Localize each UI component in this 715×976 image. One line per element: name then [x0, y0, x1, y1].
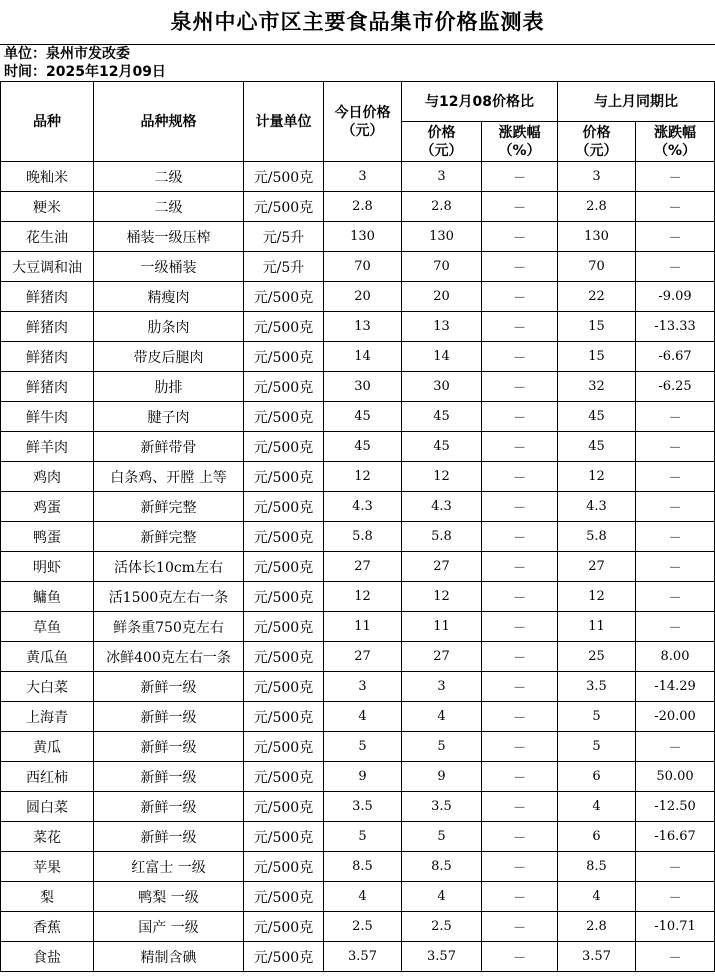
cell-spec: 鸭梨 一级 [94, 882, 244, 912]
cell-unit: 元/500克 [244, 342, 324, 372]
report-title: 泉州中心市区主要食品集市价格监测表 [0, 0, 715, 45]
cell-today-price: 3.5 [324, 792, 402, 822]
cell-prev-price: 5 [402, 822, 482, 852]
cell-spec: 国产 一级 [94, 912, 244, 942]
cell-month-price: 11 [558, 612, 636, 642]
cell-variety: 黄瓜 [1, 732, 94, 762]
cell-spec: 腱子肉 [94, 402, 244, 432]
month-change-unit: （%） [653, 142, 697, 159]
cell-variety: 黄瓜鱼 [1, 642, 94, 672]
cell-spec: 活1500克左右一条 [94, 582, 244, 612]
cell-month-price: 3.57 [558, 942, 636, 972]
cell-month-price: 15 [558, 312, 636, 342]
cell-today-price: 14 [324, 342, 402, 372]
cell-spec: 活体长10cm左右 [94, 552, 244, 582]
cell-month-price: 15 [558, 342, 636, 372]
cell-month-price: 4.3 [558, 492, 636, 522]
col-header-today-price [324, 82, 402, 162]
cell-today-price: 8.5 [324, 852, 402, 882]
cell-prev-change: － [482, 612, 558, 642]
cell-variety: 鲜猪肉 [1, 342, 94, 372]
cell-prev-price: 130 [402, 222, 482, 252]
cell-prev-price: 12 [402, 582, 482, 612]
cell-today-price: 3.57 [324, 942, 402, 972]
cell-month-change: － [636, 402, 715, 432]
cell-prev-price: 13 [402, 312, 482, 342]
cell-spec: 一级桶装 [94, 252, 244, 282]
cell-unit: 元/500克 [244, 852, 324, 882]
cell-month-change: － [636, 612, 715, 642]
table-row [1, 672, 715, 702]
cell-spec: 二级 [94, 192, 244, 222]
unit-line: 单位：泉州市发改委 [4, 46, 130, 62]
cell-prev-price: 2.8 [402, 192, 482, 222]
time-line: 时间：2025年12月09日 [4, 64, 166, 80]
cell-unit: 元/500克 [244, 642, 324, 672]
cell-prev-change: － [482, 222, 558, 252]
table-row [1, 402, 715, 432]
cell-unit: 元/500克 [244, 942, 324, 972]
cell-unit: 元/500克 [244, 312, 324, 342]
cell-month-price: 12 [558, 582, 636, 612]
cell-prev-change: － [482, 492, 558, 522]
cell-unit: 元/500克 [244, 882, 324, 912]
cell-unit: 元/500克 [244, 912, 324, 942]
cell-variety: 鲜羊肉 [1, 432, 94, 462]
cell-spec: 新鲜带骨 [94, 432, 244, 462]
cell-month-change: － [636, 522, 715, 552]
cell-today-price: 2.5 [324, 912, 402, 942]
cell-month-change: － [636, 582, 715, 612]
table-row [1, 462, 715, 492]
cell-month-change: 8.00 [636, 642, 715, 672]
table-row [1, 552, 715, 582]
table-row [1, 732, 715, 762]
cell-month-change: － [636, 732, 715, 762]
cell-variety: 鸡肉 [1, 462, 94, 492]
cell-prev-change: － [482, 792, 558, 822]
cell-spec: 鲜条重750克左右 [94, 612, 244, 642]
cell-month-price: 45 [558, 402, 636, 432]
cell-month-price: 2.8 [558, 912, 636, 942]
cell-prev-change: － [482, 912, 558, 942]
cell-prev-price: 9 [402, 762, 482, 792]
cell-prev-change: － [482, 162, 558, 192]
cell-today-price: 5 [324, 822, 402, 852]
cell-variety: 食盐 [1, 942, 94, 972]
cell-prev-price: 3 [402, 162, 482, 192]
cell-variety: 苹果 [1, 852, 94, 882]
cell-month-price: 25 [558, 642, 636, 672]
cell-today-price: 11 [324, 612, 402, 642]
cell-unit: 元/500克 [244, 762, 324, 792]
cell-today-price: 20 [324, 282, 402, 312]
table-row [1, 612, 715, 642]
cell-spec: 新鲜一级 [94, 732, 244, 762]
cell-spec: 精制含碘 [94, 942, 244, 972]
cell-prev-change: － [482, 522, 558, 552]
cell-variety: 大白菜 [1, 672, 94, 702]
cell-variety: 西红柿 [1, 762, 94, 792]
cell-prev-price: 3.57 [402, 942, 482, 972]
cell-unit: 元/500克 [244, 792, 324, 822]
cell-today-price: 27 [324, 552, 402, 582]
cell-unit: 元/500克 [244, 702, 324, 732]
cell-month-change: － [636, 882, 715, 912]
table-row [1, 372, 715, 402]
cell-variety: 粳米 [1, 192, 94, 222]
cell-prev-change: － [482, 882, 558, 912]
cell-month-change: － [636, 162, 715, 192]
table-row [1, 762, 715, 792]
cell-prev-price: 45 [402, 432, 482, 462]
cell-spec: 新鲜一级 [94, 672, 244, 702]
cell-unit: 元/500克 [244, 672, 324, 702]
cell-month-change: － [636, 432, 715, 462]
col-header-vs-prev-day: 与12月08价格比 [402, 82, 558, 122]
table-row [1, 702, 715, 732]
cell-today-price: 12 [324, 582, 402, 612]
cell-prev-change: － [482, 402, 558, 432]
cell-spec: 新鲜完整 [94, 522, 244, 552]
cell-prev-price: 4 [402, 702, 482, 732]
cell-prev-change: － [482, 732, 558, 762]
cell-month-change: -6.25 [636, 372, 715, 402]
cell-unit: 元/500克 [244, 582, 324, 612]
cell-variety: 鳙鱼 [1, 582, 94, 612]
cell-today-price: 130 [324, 222, 402, 252]
cell-month-change: -9.09 [636, 282, 715, 312]
cell-today-price: 4 [324, 702, 402, 732]
cell-prev-price: 70 [402, 252, 482, 282]
cell-prev-price: 2.5 [402, 912, 482, 942]
table-row [1, 882, 715, 912]
cell-variety: 鸡蛋 [1, 492, 94, 522]
cell-variety: 上海青 [1, 702, 94, 732]
cell-prev-change: － [482, 672, 558, 702]
cell-prev-change: － [482, 312, 558, 342]
cell-prev-change: － [482, 342, 558, 372]
cell-spec: 桶装一级压榨 [94, 222, 244, 252]
cell-variety: 圆白菜 [1, 792, 94, 822]
cell-variety: 花生油 [1, 222, 94, 252]
cell-unit: 元/500克 [244, 372, 324, 402]
cell-month-change: -13.33 [636, 312, 715, 342]
cell-month-change: － [636, 552, 715, 582]
cell-month-change: -20.00 [636, 702, 715, 732]
cell-spec: 新鲜一级 [94, 792, 244, 822]
cell-month-price: 6 [558, 762, 636, 792]
cell-prev-price: 27 [402, 642, 482, 672]
cell-unit: 元/500克 [244, 522, 324, 552]
col-header-variety: 品种 [1, 82, 94, 162]
cell-prev-price: 11 [402, 612, 482, 642]
cell-variety: 大豆调和油 [1, 252, 94, 282]
table-row [1, 192, 715, 222]
col-header-spec: 品种规格 [94, 82, 244, 162]
table-row [1, 282, 715, 312]
cell-today-price: 3 [324, 162, 402, 192]
cell-month-price: 3 [558, 162, 636, 192]
price-table-body [1, 162, 715, 972]
cell-today-price: 9 [324, 762, 402, 792]
cell-prev-change: － [482, 282, 558, 312]
cell-month-price: 2.8 [558, 192, 636, 222]
cell-unit: 元/5升 [244, 222, 324, 252]
prev-change-label: 涨跌幅 [498, 124, 541, 141]
table-row [1, 522, 715, 552]
cell-month-change: 50.00 [636, 762, 715, 792]
cell-month-change: － [636, 222, 715, 252]
cell-prev-price: 3 [402, 672, 482, 702]
table-row [1, 252, 715, 282]
cell-variety: 鸭蛋 [1, 522, 94, 552]
cell-prev-price: 27 [402, 552, 482, 582]
cell-today-price: 5.8 [324, 522, 402, 552]
cell-prev-change: － [482, 372, 558, 402]
cell-unit: 元/500克 [244, 432, 324, 462]
table-row [1, 822, 715, 852]
cell-prev-change: － [482, 552, 558, 582]
cell-month-price: 3.5 [558, 672, 636, 702]
cell-month-change: -6.67 [636, 342, 715, 372]
cell-spec: 肋排 [94, 372, 244, 402]
cell-spec: 冰鲜400克左右一条 [94, 642, 244, 672]
cell-prev-change: － [482, 582, 558, 612]
cell-variety: 香蕉 [1, 912, 94, 942]
cell-variety: 梨 [1, 882, 94, 912]
cell-variety: 鲜猪肉 [1, 282, 94, 312]
cell-prev-price: 5 [402, 732, 482, 762]
col-header-prev-change [482, 122, 558, 162]
cell-unit: 元/500克 [244, 192, 324, 222]
cell-prev-price: 45 [402, 402, 482, 432]
cell-unit: 元/500克 [244, 282, 324, 312]
cell-prev-change: － [482, 252, 558, 282]
table-row [1, 342, 715, 372]
cell-unit: 元/500克 [244, 492, 324, 522]
cell-month-change: -14.29 [636, 672, 715, 702]
cell-month-price: 70 [558, 252, 636, 282]
cell-prev-change: － [482, 852, 558, 882]
cell-unit: 元/5升 [244, 252, 324, 282]
cell-unit: 元/500克 [244, 162, 324, 192]
cell-month-price: 6 [558, 822, 636, 852]
cell-unit: 元/500克 [244, 732, 324, 762]
cell-month-price: 130 [558, 222, 636, 252]
cell-prev-price: 8.5 [402, 852, 482, 882]
cell-month-price: 4 [558, 792, 636, 822]
cell-today-price: 4.3 [324, 492, 402, 522]
cell-spec: 带皮后腿肉 [94, 342, 244, 372]
cell-prev-change: － [482, 822, 558, 852]
today-price-label: 今日价格 [334, 104, 391, 121]
table-row [1, 912, 715, 942]
cell-variety: 菜花 [1, 822, 94, 852]
cell-month-change: － [636, 192, 715, 222]
cell-today-price: 27 [324, 642, 402, 672]
cell-variety: 鲜猪肉 [1, 312, 94, 342]
cell-month-change: － [636, 492, 715, 522]
cell-month-price: 4 [558, 882, 636, 912]
cell-today-price: 30 [324, 372, 402, 402]
cell-month-change: -10.71 [636, 912, 715, 942]
cell-prev-price: 4 [402, 882, 482, 912]
cell-month-price: 5 [558, 732, 636, 762]
month-change-label: 涨跌幅 [654, 124, 696, 141]
cell-today-price: 70 [324, 252, 402, 282]
cell-spec: 肋条肉 [94, 312, 244, 342]
cell-month-price: 27 [558, 552, 636, 582]
cell-today-price: 12 [324, 462, 402, 492]
today-price-unit: （元） [341, 122, 384, 139]
cell-variety: 鲜猪肉 [1, 372, 94, 402]
cell-prev-price: 14 [402, 342, 482, 372]
prev-price-label: 价格 [427, 124, 456, 141]
cell-month-price: 22 [558, 282, 636, 312]
cell-month-price: 45 [558, 432, 636, 462]
cell-month-change: -16.67 [636, 822, 715, 852]
cell-month-price: 32 [558, 372, 636, 402]
cell-today-price: 13 [324, 312, 402, 342]
month-price-unit: （元） [575, 142, 618, 159]
cell-prev-change: － [482, 702, 558, 732]
cell-variety: 鲜牛肉 [1, 402, 94, 432]
cell-month-price: 12 [558, 462, 636, 492]
table-row [1, 222, 715, 252]
cell-prev-change: － [482, 432, 558, 462]
cell-unit: 元/500克 [244, 612, 324, 642]
table-row [1, 432, 715, 462]
col-header-vs-last-month: 与上月同期比 [558, 82, 715, 122]
cell-prev-change: － [482, 762, 558, 792]
prev-change-unit: （%） [498, 142, 541, 159]
cell-prev-change: － [482, 192, 558, 222]
cell-month-change: － [636, 942, 715, 972]
cell-variety: 草鱼 [1, 612, 94, 642]
cell-month-change: － [636, 252, 715, 282]
cell-spec: 精瘦肉 [94, 282, 244, 312]
header-row-1 [1, 82, 715, 122]
cell-prev-price: 3.5 [402, 792, 482, 822]
cell-variety: 晚籼米 [1, 162, 94, 192]
cell-today-price: 45 [324, 402, 402, 432]
price-table [0, 81, 715, 972]
cell-prev-price: 20 [402, 282, 482, 312]
cell-today-price: 45 [324, 432, 402, 462]
cell-variety: 明虾 [1, 552, 94, 582]
table-row [1, 852, 715, 882]
cell-prev-price: 5.8 [402, 522, 482, 552]
cell-prev-price: 30 [402, 372, 482, 402]
cell-spec: 二级 [94, 162, 244, 192]
table-row [1, 312, 715, 342]
cell-spec: 新鲜一级 [94, 762, 244, 792]
month-price-label: 价格 [582, 124, 611, 141]
cell-today-price: 4 [324, 882, 402, 912]
cell-unit: 元/500克 [244, 822, 324, 852]
cell-prev-change: － [482, 462, 558, 492]
table-row [1, 642, 715, 672]
cell-prev-price: 12 [402, 462, 482, 492]
cell-today-price: 2.8 [324, 192, 402, 222]
cell-unit: 元/500克 [244, 552, 324, 582]
cell-month-change: － [636, 852, 715, 882]
cell-spec: 白条鸡、开膛 上等 [94, 462, 244, 492]
table-row [1, 162, 715, 192]
table-row [1, 492, 715, 522]
table-row [1, 942, 715, 972]
cell-spec: 新鲜一级 [94, 702, 244, 732]
table-row [1, 582, 715, 612]
cell-prev-change: － [482, 642, 558, 672]
cell-month-price: 8.5 [558, 852, 636, 882]
table-row [1, 792, 715, 822]
col-header-unit: 计量单位 [244, 82, 324, 162]
cell-today-price: 5 [324, 732, 402, 762]
report-meta [0, 45, 715, 81]
col-header-month-price [558, 122, 636, 162]
cell-prev-price: 4.3 [402, 492, 482, 522]
cell-spec: 新鲜完整 [94, 492, 244, 522]
cell-month-change: -12.50 [636, 792, 715, 822]
cell-spec: 红富士 一级 [94, 852, 244, 882]
cell-today-price: 3 [324, 672, 402, 702]
cell-prev-change: － [482, 942, 558, 972]
col-header-prev-price [402, 122, 482, 162]
cell-month-price: 5 [558, 702, 636, 732]
cell-month-change: － [636, 462, 715, 492]
cell-spec: 新鲜一级 [94, 822, 244, 852]
col-header-month-change [636, 122, 715, 162]
cell-month-price: 5.8 [558, 522, 636, 552]
prev-price-unit: （元） [420, 142, 463, 159]
cell-unit: 元/500克 [244, 462, 324, 492]
cell-unit: 元/500克 [244, 402, 324, 432]
